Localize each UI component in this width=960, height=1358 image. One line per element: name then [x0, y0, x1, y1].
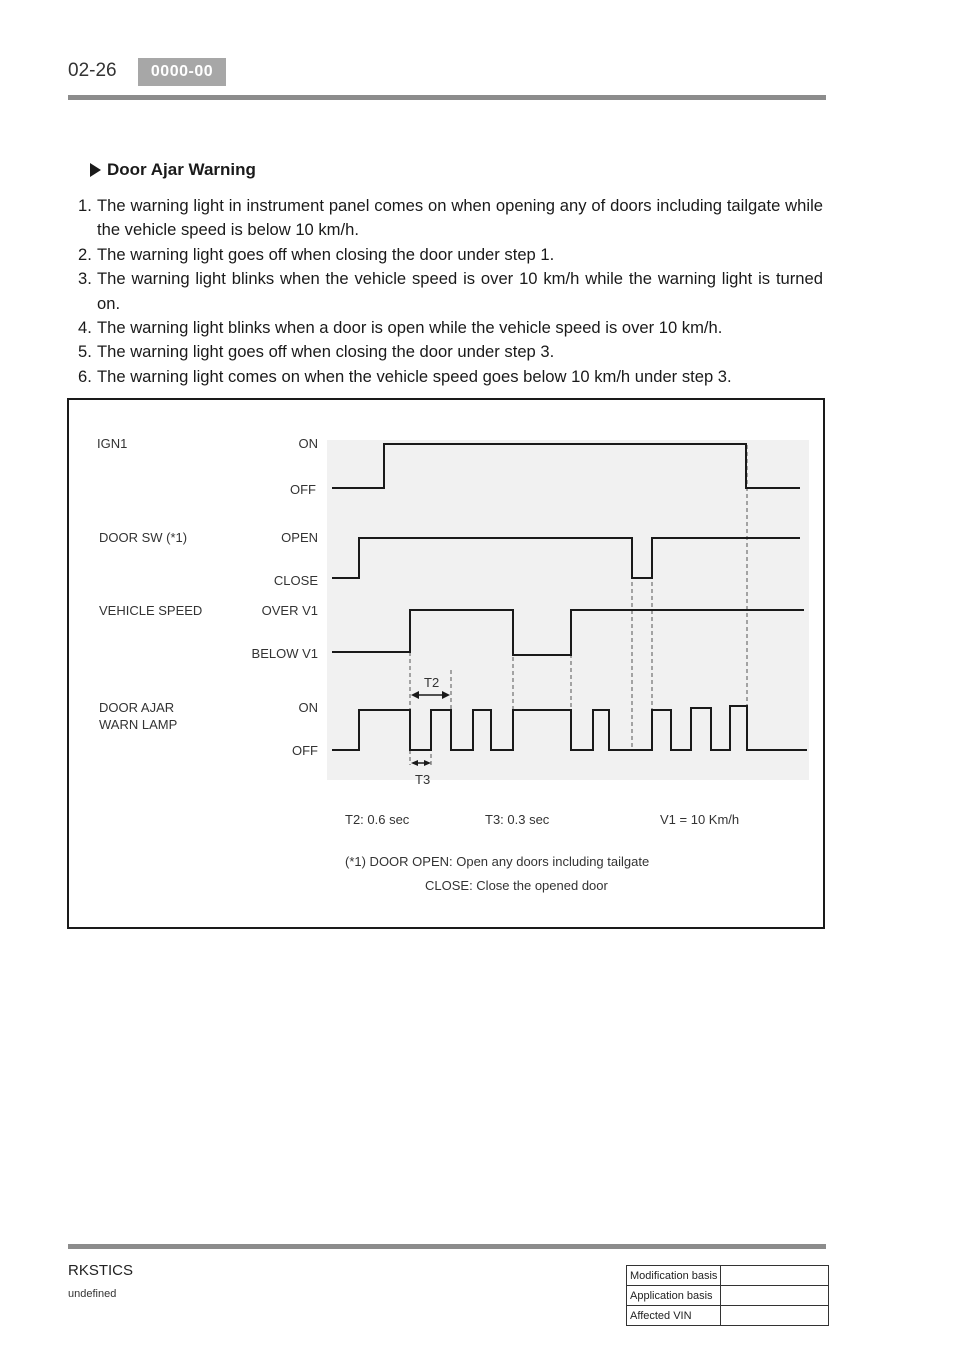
step-text: The warning light goes off when closing the door under step 3.	[97, 342, 555, 362]
footnote-line1: (*1) DOOR OPEN: Open any doors including tailgate	[345, 854, 650, 869]
warn-lamp-label-line1: DOOR AJAR	[99, 700, 175, 715]
table-cell-value	[721, 1306, 829, 1326]
step-number: 1.	[78, 196, 92, 215]
lamp-off-label: OFF	[292, 743, 318, 758]
footer-rule	[68, 1244, 826, 1249]
warn-lamp-label-line2: WARN LAMP	[99, 717, 178, 732]
table-cell-label: Modification basis	[627, 1266, 721, 1286]
table-row	[627, 1286, 829, 1306]
speed-below-label: BELOW V1	[251, 646, 318, 661]
t2-parameter: T2: 0.6 sec	[345, 812, 410, 827]
step-text: The warning light in instrument panel comes on when opening any of doors including tailgate while the vehicle speed is below 10 km/h.	[97, 196, 823, 240]
step-number: 2.	[78, 244, 92, 264]
ign1-off-label: OFF	[290, 482, 316, 497]
step-number: 5.	[78, 342, 92, 362]
footer-brand: RKSTICS	[68, 1262, 134, 1279]
footer-subtitle: undefined	[68, 1288, 117, 1300]
vehicle-speed-label: VEHICLE SPEED	[99, 603, 203, 618]
step-number: 4.	[78, 318, 92, 338]
step-list	[78, 194, 823, 389]
section-heading	[90, 160, 256, 180]
door-open-label: OPEN	[281, 530, 318, 545]
step-number: 3.	[78, 269, 92, 289]
section-title: Door Ajar Warning	[107, 160, 256, 179]
door-close-label: CLOSE	[273, 573, 318, 588]
timing-diagram-svg	[69, 400, 827, 931]
table-row	[627, 1306, 829, 1326]
speed-over-label: OVER V1	[261, 603, 318, 618]
step-text: The warning light comes on when the vehicle speed goes below 10 km/h under step 3.	[97, 366, 732, 386]
table-cell-label: Affected VIN	[627, 1306, 721, 1326]
table-cell-label: Application basis	[627, 1286, 721, 1306]
page-number: 02-26	[68, 60, 117, 81]
section-code-badge: 0000-00	[138, 58, 226, 86]
list-item	[78, 243, 823, 267]
t3-parameter: T3: 0.3 sec	[485, 812, 550, 827]
timing-diagram	[67, 398, 825, 929]
basis-table	[626, 1265, 829, 1326]
step-text: The warning light goes off when closing the door under step 1.	[97, 244, 555, 264]
list-item	[78, 316, 823, 340]
list-item	[78, 194, 823, 243]
step-number: 6.	[78, 366, 92, 386]
t2-marker: T2	[424, 675, 440, 690]
table-row	[627, 1266, 829, 1286]
list-item	[78, 340, 823, 364]
t3-marker: T3	[415, 772, 431, 787]
table-cell-value	[721, 1266, 829, 1286]
ign1-label: IGN1	[97, 436, 128, 451]
step-text: The warning light blinks when the vehicle speed is over 10 km/h while the warning light is turned on.	[97, 269, 823, 313]
triangle-bullet-icon	[90, 163, 101, 177]
header-rule	[68, 95, 826, 100]
footnote-line2: CLOSE: Close the opened door	[425, 878, 608, 893]
step-text: The warning light blinks when a door is open while the vehicle speed is over 10 km/h.	[97, 318, 723, 338]
list-item	[78, 267, 823, 316]
door-sw-label: DOOR SW (*1)	[99, 530, 188, 545]
v1-parameter: V1 = 10 Km/h	[660, 812, 740, 827]
list-item	[78, 365, 823, 389]
lamp-on-label: ON	[298, 700, 318, 715]
table-cell-value	[721, 1286, 829, 1306]
ign1-on-label: ON	[298, 436, 318, 451]
